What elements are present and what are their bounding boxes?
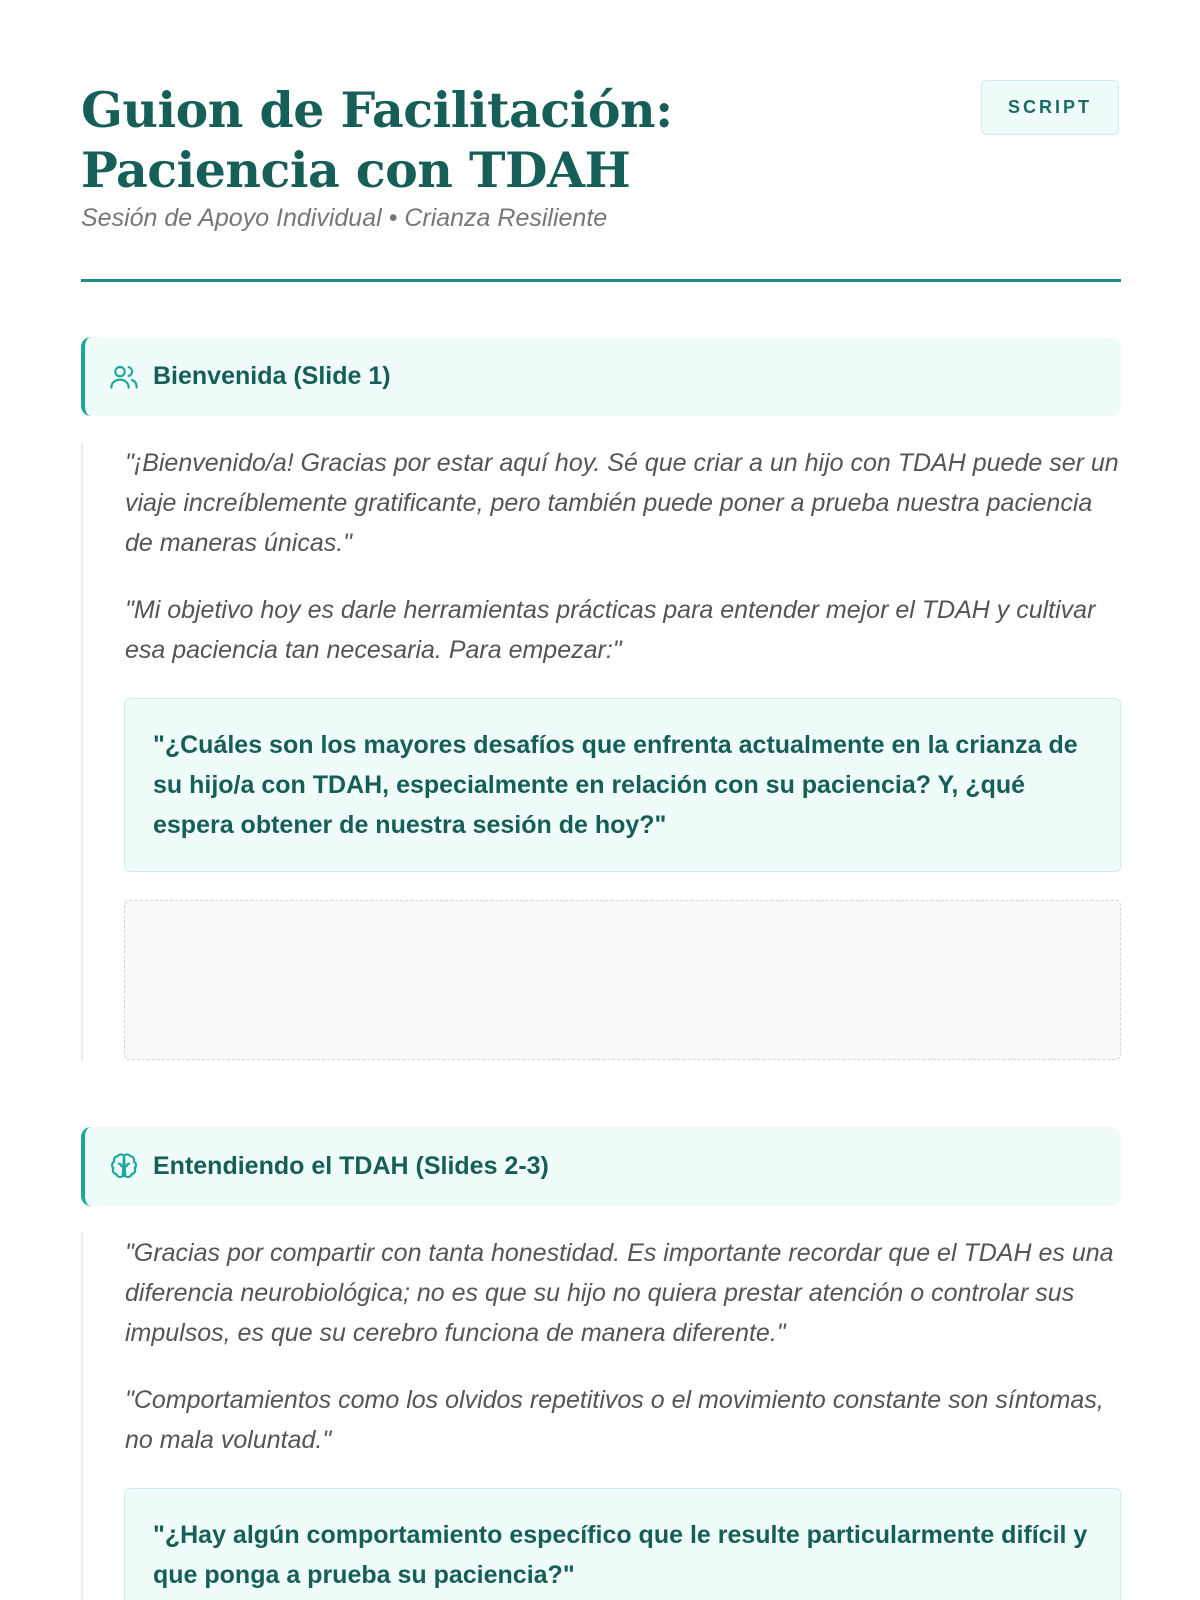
script-paragraph: "Mi objetivo hoy es darle herramientas prácticas para entender mejor el TDAH y cultivar esa paciencia tan necesaria. Para empezar:": [125, 596, 1096, 664]
script-paragraph: "Gracias por compartir con tanta honestidad. Es importante recordar que el TDAH es una diferencia neurobiológica; no es que su hijo no quiera prestar atención o controlar sus impulsos, es que su cerebro funciona de manera diferente.": [125, 1239, 1114, 1347]
question-box: "¿Hay algún comportamiento específico que le resulte particularmente difícil y que ponga a prueba su paciencia?": [124, 1488, 1121, 1600]
page-subtitle: Sesión de Apoyo Individual • Crianza Resiliente: [81, 204, 608, 232]
header-divider: [81, 279, 1121, 282]
question-box: "¿Cuáles son los mayores desafíos que enfrenta actualmente en la crianza de su hijo/a con TDAH, especialmente en relación con su paciencia? Y, ¿qué espera obtener de nuestra sesión de hoy?": [124, 698, 1121, 872]
page-title: Guion de Facilitación: Paciencia con TDAH: [81, 81, 673, 199]
section-header-understanding: [81, 1127, 1121, 1206]
section-divider-line: [81, 443, 83, 1061]
script-paragraph: "¡Bienvenido/a! Gracias por estar aquí hoy. Sé que criar a un hijo con TDAH puede ser un viaje increíblemente gratificante, pero también puede poner a prueba nuestra paciencia de maneras únicas.": [125, 449, 1119, 557]
section-title: Entendiendo el TDAH (Slides 2-3): [153, 1152, 549, 1180]
notes-area[interactable]: [124, 900, 1121, 1060]
brain-icon: [107, 1150, 141, 1184]
script-badge: SCRIPT: [981, 80, 1119, 135]
section-header-welcome: [81, 337, 1121, 416]
script-paragraph: "Comportamientos como los olvidos repetitivos o el movimiento constante son síntomas, no mala voluntad.": [125, 1386, 1104, 1454]
section-title: Bienvenida (Slide 1): [153, 362, 391, 390]
page-header: [81, 80, 1121, 233]
section-divider-line: [81, 1233, 83, 1600]
users-icon: [107, 360, 141, 394]
